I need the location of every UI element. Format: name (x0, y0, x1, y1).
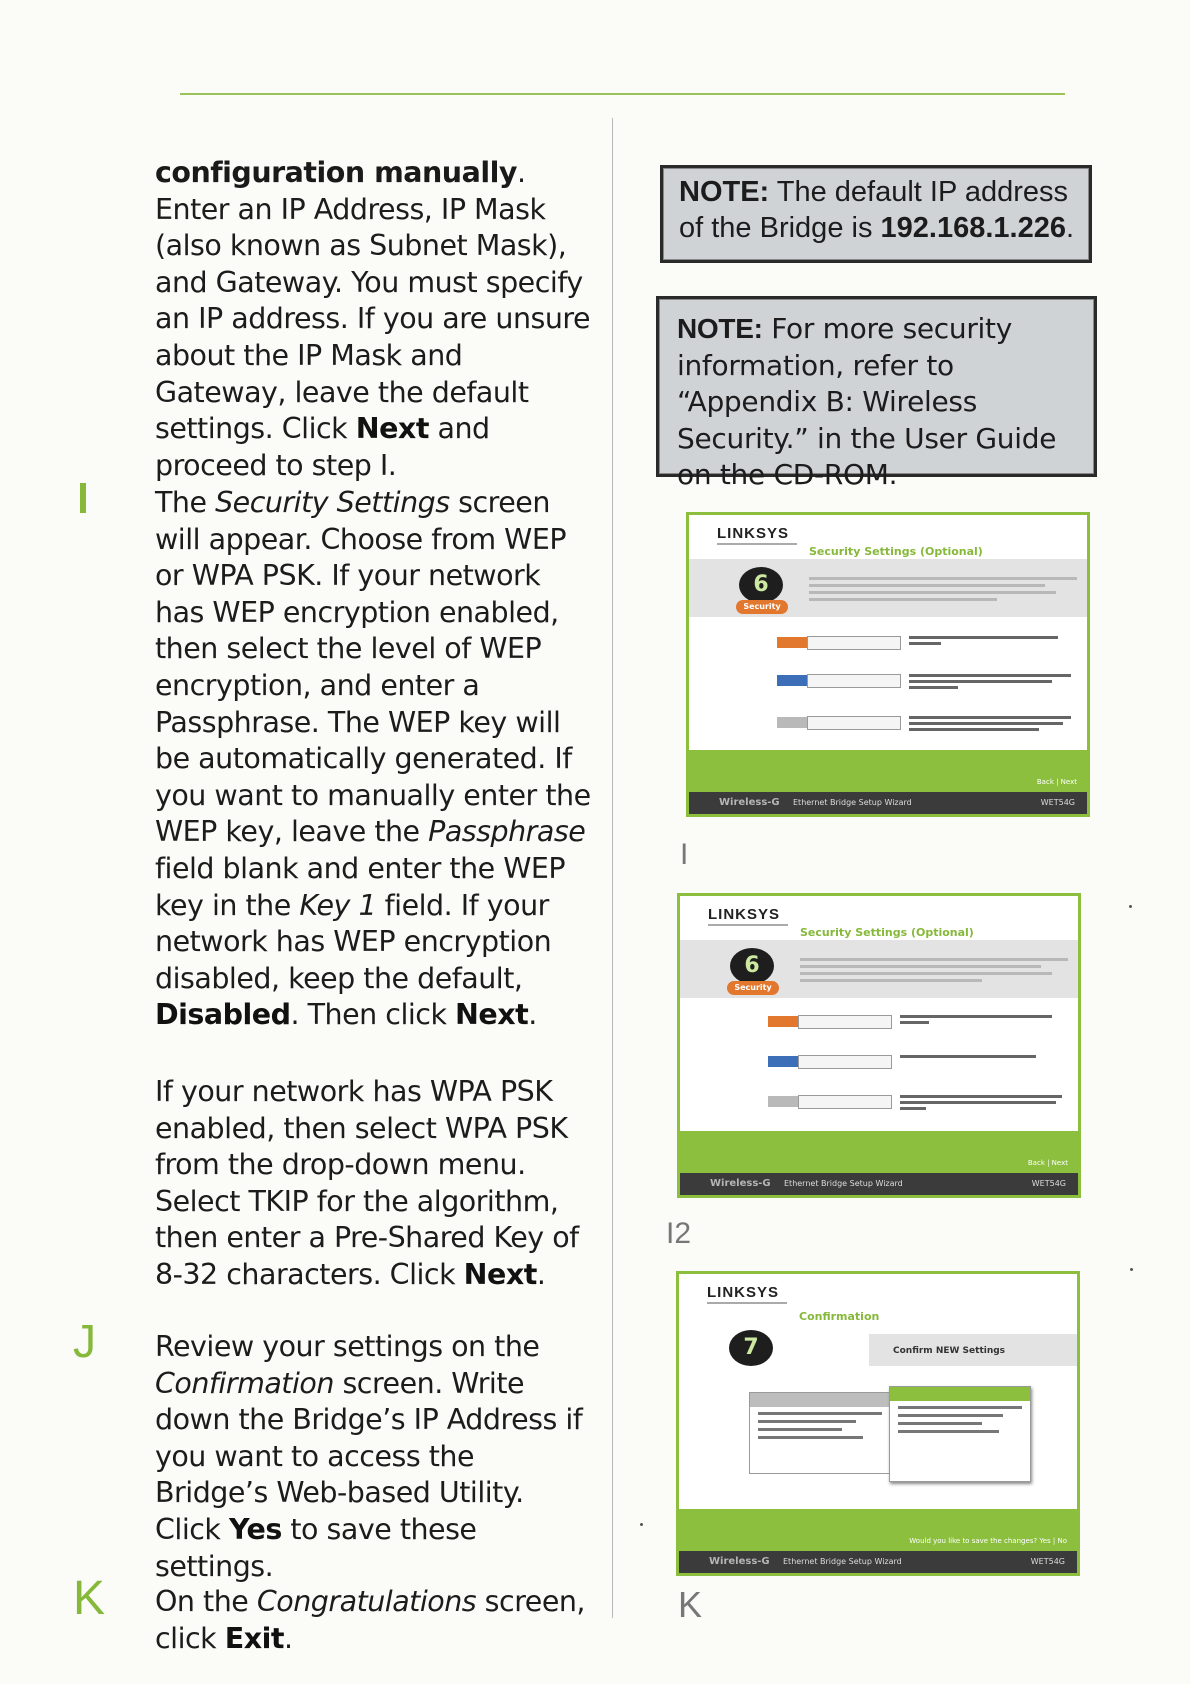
key1-row (777, 715, 1075, 731)
step-number-badge: 6 (730, 948, 774, 984)
intro-paragraph (155, 155, 595, 484)
step-I-paragraph: The Security Settings screen will appear. Choose from WEP or WPA PSK. If your network has WEP encryption enabled, then select the level of WEP encryption, and enter a Passphrase. The WEP key will be automatically generated. If you want to manually enter the WEP key, leave the Passphrase field blank and enter the WEP key in the Key 1 field. If your network has WEP encryption disabled, keep the default, Disabled. Then click Next. (155, 486, 591, 1032)
intro-lead: configuration manually (155, 156, 517, 189)
preshared-key-row (768, 1094, 1066, 1110)
screen-name: Security Settings (215, 486, 450, 519)
field-name: Key 1 (299, 888, 377, 922)
security-mode-row (777, 635, 1075, 651)
linksys-logo: LINKSYS (707, 1284, 780, 1301)
screenshot-label: K (678, 1584, 703, 1625)
wizard-footer: Wireless-G Ethernet Bridge Setup Wizard WET54G (689, 792, 1087, 814)
encryption-row (768, 1054, 1066, 1070)
old-settings-box (749, 1392, 891, 1474)
intro-next: Next (355, 412, 429, 446)
nav-buttons: Back | Next (1027, 1159, 1068, 1167)
note-security-info: NOTE: For more security information, refer to “Appendix B: Wireless Security.” in the User Guide on the CD-ROM. (656, 296, 1097, 477)
screenshot-security-settings-wep (686, 512, 1090, 817)
step-letter-K: K (73, 1572, 106, 1625)
step-J-paragraph: Review your settings on the Confirmation screen. Write down the Bridge’s IP Address if you want to access the Bridge’s Web-based Utility. Click Yes to save these settings. (155, 1330, 583, 1583)
intro-text-end: and proceed to step I. (155, 412, 490, 482)
step-letter-J: J (73, 1315, 96, 1367)
linksys-logo: LINKSYS (708, 906, 781, 923)
note-default-ip: NOTE: The default IP address of the Bridge is 192.168.1.226. (660, 165, 1092, 263)
header-rule (180, 93, 1065, 95)
screen-title: Confirmation (799, 1310, 880, 1323)
step-number-badge: 6 (739, 567, 783, 603)
security-mode-row (768, 1014, 1066, 1030)
screenshot-label: I (680, 838, 689, 871)
intro-text: . Enter an IP Address, IP Mask (also known as Subnet Mask), and Gateway. You must specify an IP address. If you are unsure about the IP Mask and Gateway, leave the default settings. Click (155, 156, 591, 446)
column-divider (612, 118, 613, 1618)
step-tag: Security (727, 981, 779, 995)
screenshot-confirmation (676, 1271, 1080, 1576)
new-settings-box (889, 1386, 1031, 1482)
step-tag: Security (736, 600, 788, 614)
step-K-paragraph: On the Congratulations screen, click Exit. (155, 1585, 585, 1655)
screenshot-label: I2 (666, 1217, 692, 1250)
passphrase-row (777, 673, 1075, 689)
linksys-logo: LINKSYS (717, 525, 790, 542)
screen-title: Security Settings (Optional) (809, 545, 983, 558)
screen-title: Security Settings (Optional) (800, 926, 974, 939)
wizard-footer: Wireless-G Ethernet Bridge Setup Wizard WET54G (679, 1551, 1077, 1573)
step-letter-I (80, 483, 86, 513)
field-name: Passphrase (428, 815, 586, 849)
step-I-paragraph-2: If your network has WPA PSK enabled, then select WPA PSK from the drop-down menu. Select TKIP for the algorithm, then enter a Pre-Shared Key of 8-32 characters. Click Next. (155, 1075, 579, 1291)
confirm-heading: Confirm NEW Settings (893, 1346, 1006, 1356)
confirm-buttons: Would you like to save the changes? Yes | No (909, 1537, 1067, 1545)
step-number-badge: 7 (729, 1330, 773, 1366)
screenshot-security-settings-wpa (677, 893, 1081, 1198)
wizard-footer: Wireless-G Ethernet Bridge Setup Wizard WET54G (680, 1173, 1078, 1195)
nav-buttons: Back | Next (1036, 778, 1077, 786)
